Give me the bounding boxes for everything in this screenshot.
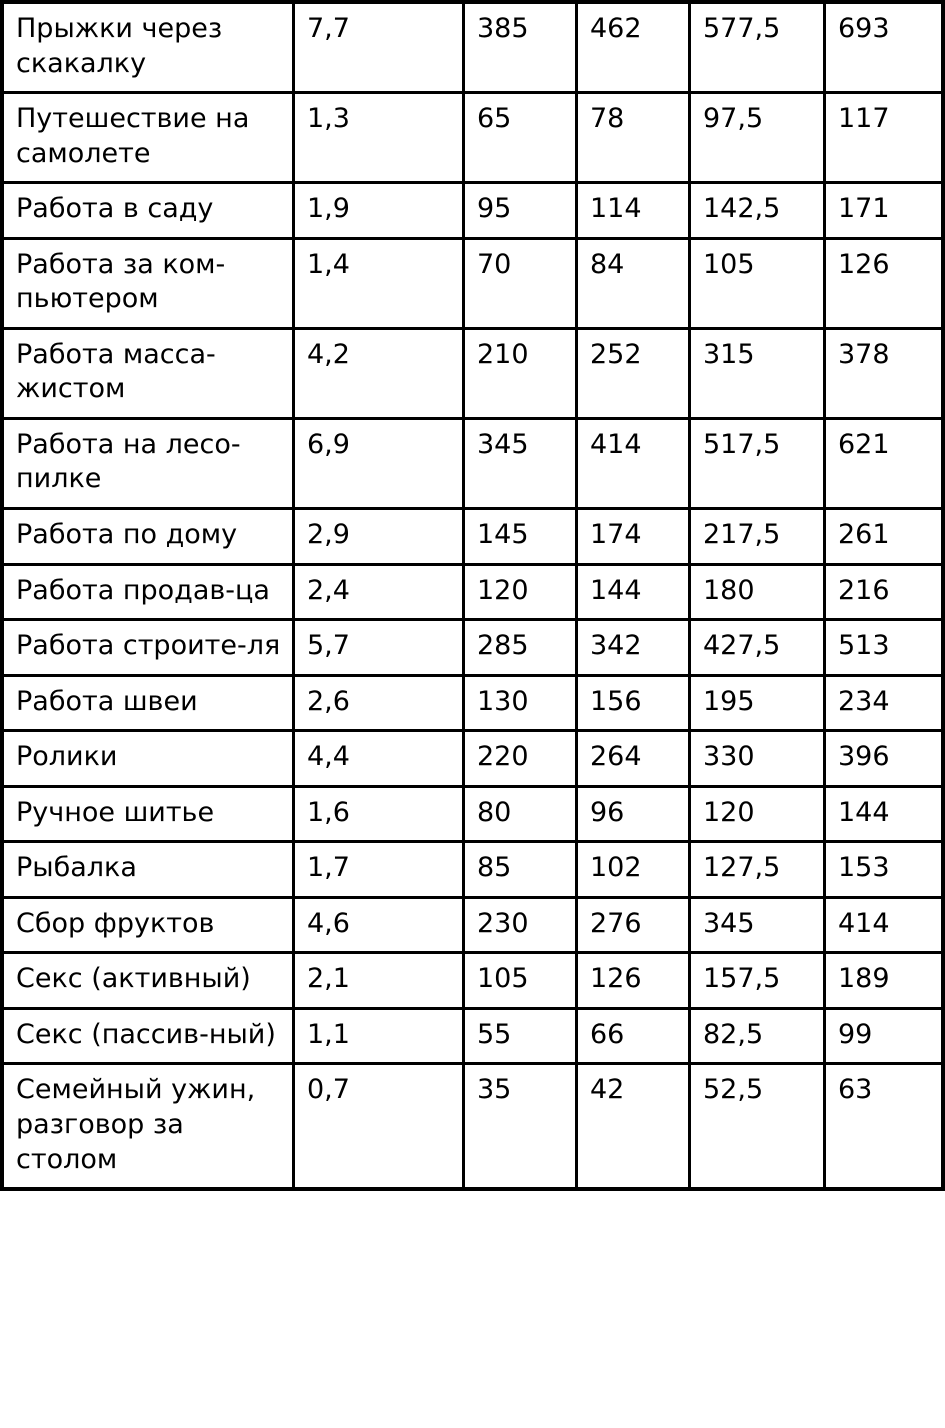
rate-cell: 2,1: [294, 953, 464, 1009]
value-cell-2: 114: [577, 183, 690, 239]
table-row: [2, 509, 943, 565]
value-cell-3: 517,5: [690, 418, 825, 508]
value-cell-1: 210: [464, 328, 577, 418]
value-cell-3: 52,5: [690, 1064, 825, 1189]
rate-cell: 5,7: [294, 620, 464, 676]
value-cell-1: 145: [464, 509, 577, 565]
table-row: [2, 897, 943, 953]
value-cell-1: 385: [464, 2, 577, 93]
value-cell-2: 144: [577, 564, 690, 620]
value-cell-1: 230: [464, 897, 577, 953]
rate-cell: 2,9: [294, 509, 464, 565]
rate-cell: 2,4: [294, 564, 464, 620]
activity-name-cell: Работа продав-ца: [2, 564, 294, 620]
value-cell-4: 171: [825, 183, 944, 239]
value-cell-3: 427,5: [690, 620, 825, 676]
activity-name-cell: Работа швеи: [2, 675, 294, 731]
table-row: [2, 238, 943, 328]
value-cell-4: 99: [825, 1008, 944, 1064]
value-cell-1: 85: [464, 842, 577, 898]
activity-name-cell: Прыжки через скакалку: [2, 2, 294, 93]
value-cell-1: 220: [464, 731, 577, 787]
value-cell-3: 82,5: [690, 1008, 825, 1064]
value-cell-2: 96: [577, 786, 690, 842]
rate-cell: 1,4: [294, 238, 464, 328]
value-cell-4: 621: [825, 418, 944, 508]
value-cell-2: 42: [577, 1064, 690, 1189]
value-cell-2: 252: [577, 328, 690, 418]
value-cell-2: 462: [577, 2, 690, 93]
value-cell-1: 105: [464, 953, 577, 1009]
value-cell-3: 315: [690, 328, 825, 418]
value-cell-3: 195: [690, 675, 825, 731]
value-cell-2: 156: [577, 675, 690, 731]
value-cell-2: 126: [577, 953, 690, 1009]
value-cell-1: 345: [464, 418, 577, 508]
value-cell-3: 105: [690, 238, 825, 328]
rate-cell: 1,9: [294, 183, 464, 239]
value-cell-2: 264: [577, 731, 690, 787]
table-row: [2, 1064, 943, 1189]
activity-name-cell: Работа в саду: [2, 183, 294, 239]
table-row: [2, 786, 943, 842]
activity-name-cell: Работа масса-жистом: [2, 328, 294, 418]
value-cell-3: 330: [690, 731, 825, 787]
value-cell-4: 396: [825, 731, 944, 787]
value-cell-2: 84: [577, 238, 690, 328]
activity-name-cell: Ручное шитье: [2, 786, 294, 842]
value-cell-3: 180: [690, 564, 825, 620]
value-cell-4: 513: [825, 620, 944, 676]
table-body: [2, 2, 943, 1189]
value-cell-2: 342: [577, 620, 690, 676]
table-row: [2, 953, 943, 1009]
value-cell-3: 345: [690, 897, 825, 953]
value-cell-1: 80: [464, 786, 577, 842]
activity-name-cell: Секс (пассив-ный): [2, 1008, 294, 1064]
value-cell-4: 378: [825, 328, 944, 418]
value-cell-1: 55: [464, 1008, 577, 1064]
table-row: [2, 2, 943, 93]
table-row: [2, 564, 943, 620]
value-cell-1: 65: [464, 93, 577, 183]
table-row: [2, 183, 943, 239]
value-cell-3: 577,5: [690, 2, 825, 93]
value-cell-1: 70: [464, 238, 577, 328]
rate-cell: 7,7: [294, 2, 464, 93]
activity-name-cell: Ролики: [2, 731, 294, 787]
value-cell-4: 414: [825, 897, 944, 953]
value-cell-2: 102: [577, 842, 690, 898]
rate-cell: 1,6: [294, 786, 464, 842]
value-cell-4: 693: [825, 2, 944, 93]
table-row: [2, 1008, 943, 1064]
rate-cell: 1,3: [294, 93, 464, 183]
value-cell-1: 285: [464, 620, 577, 676]
value-cell-1: 35: [464, 1064, 577, 1189]
rate-cell: 4,2: [294, 328, 464, 418]
table-row: [2, 93, 943, 183]
value-cell-1: 120: [464, 564, 577, 620]
activity-name-cell: Работа на лесо-пилке: [2, 418, 294, 508]
activity-name-cell: Семейный ужин, разговор за столом: [2, 1064, 294, 1189]
value-cell-3: 127,5: [690, 842, 825, 898]
activity-name-cell: Секс (активный): [2, 953, 294, 1009]
activity-name-cell: Путешествие на самолете: [2, 93, 294, 183]
table-row: [2, 328, 943, 418]
activity-name-cell: Работа строите-ля: [2, 620, 294, 676]
value-cell-4: 144: [825, 786, 944, 842]
rate-cell: 1,1: [294, 1008, 464, 1064]
table-row: [2, 418, 943, 508]
table-row: [2, 620, 943, 676]
value-cell-4: 261: [825, 509, 944, 565]
value-cell-1: 130: [464, 675, 577, 731]
table-row: [2, 842, 943, 898]
value-cell-3: 120: [690, 786, 825, 842]
value-cell-4: 117: [825, 93, 944, 183]
activity-name-cell: Сбор фруктов: [2, 897, 294, 953]
value-cell-2: 78: [577, 93, 690, 183]
value-cell-2: 414: [577, 418, 690, 508]
value-cell-3: 157,5: [690, 953, 825, 1009]
value-cell-4: 216: [825, 564, 944, 620]
rate-cell: 4,4: [294, 731, 464, 787]
value-cell-2: 66: [577, 1008, 690, 1064]
table-row: [2, 731, 943, 787]
rate-cell: 1,7: [294, 842, 464, 898]
value-cell-4: 126: [825, 238, 944, 328]
table-row: [2, 675, 943, 731]
activity-name-cell: Рыбалка: [2, 842, 294, 898]
rate-cell: 2,6: [294, 675, 464, 731]
rate-cell: 6,9: [294, 418, 464, 508]
rate-cell: 4,6: [294, 897, 464, 953]
value-cell-4: 234: [825, 675, 944, 731]
value-cell-2: 276: [577, 897, 690, 953]
value-cell-2: 174: [577, 509, 690, 565]
value-cell-3: 142,5: [690, 183, 825, 239]
value-cell-3: 217,5: [690, 509, 825, 565]
activity-name-cell: Работа за ком-пьютером: [2, 238, 294, 328]
value-cell-1: 95: [464, 183, 577, 239]
rate-cell: 0,7: [294, 1064, 464, 1189]
activity-name-cell: Работа по дому: [2, 509, 294, 565]
value-cell-4: 63: [825, 1064, 944, 1189]
value-cell-4: 189: [825, 953, 944, 1009]
value-cell-3: 97,5: [690, 93, 825, 183]
value-cell-4: 153: [825, 842, 944, 898]
